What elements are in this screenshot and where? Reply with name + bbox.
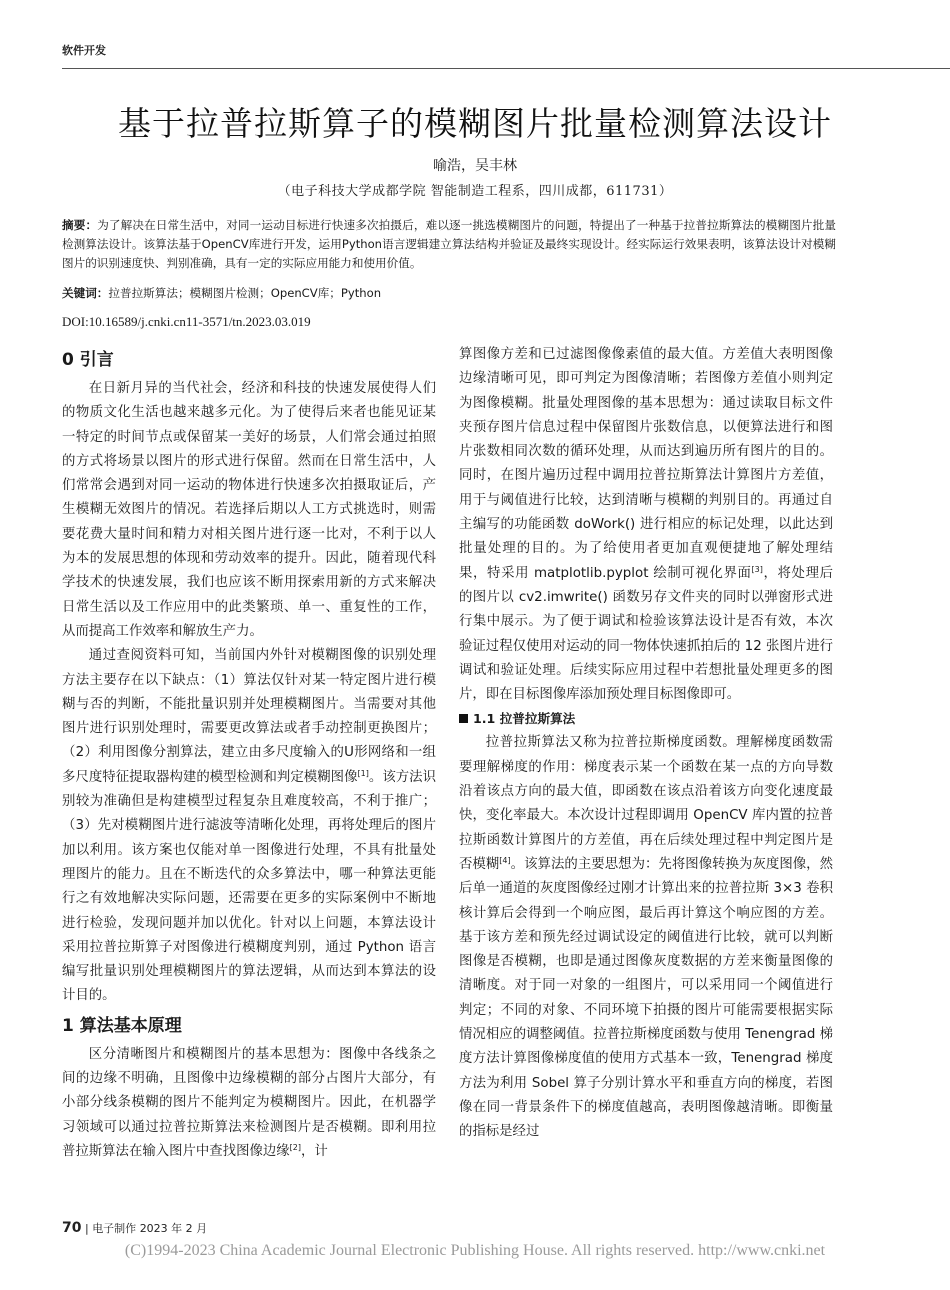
authors: 喻浩，吴丰林 bbox=[433, 158, 517, 174]
paper-title: 基于拉普拉斯算子的模糊图片批量检测算法设计 bbox=[118, 104, 832, 143]
section-heading-principle: 1 算法基本原理 bbox=[62, 1015, 182, 1036]
paragraph-text: 拉普拉斯算法又称为拉普拉斯梯度函数。理解梯度函数需要理解梯度的作用：梯度表示某一个函数在某一点的方向导数沿着该点方向的最大值，即函数在该点沿着该方向变化速度最快，变化率最大。本次设计过程即调用 OpenCV 库内置的拉普拉斯函数计算图片的方差值，再在后续处理过程中判定图片是否模糊 bbox=[459, 735, 833, 872]
subsection-heading-laplacian bbox=[459, 707, 833, 731]
keywords bbox=[62, 284, 836, 303]
section-header: 软件开发 bbox=[62, 44, 106, 57]
paragraph-text: 。该方法识别较为准确但是构建模型过程复杂且难度较高，不利于推广；（3）先对模糊图片进行滤波等清晰化处理，再将处理后的图片加以利用。该方案也仅能对单一图像进行处理，不具有批量处理图片的能力。且在不断迭代的众多算法中，哪一种算法更能行之有效地解决实际问题，还需要在更多的实际案例中不断地进行检验，发现问题并加以优化。针对以上问题，本算法设计采用拉普拉斯算子对图像进行模糊度判别，通过 Python 语言编写批量识别处理模糊图片的算法逻辑，从而达到本算法的设计目的。 bbox=[62, 769, 437, 1004]
paragraph bbox=[62, 1043, 436, 1164]
affiliation: （电子科技大学成都学院 智能制造工程系，四川成都，611731） bbox=[277, 184, 673, 199]
citation-ref[interactable]: [2] bbox=[289, 1142, 301, 1152]
paragraph-text: 。该算法的主要思想为：先将图像转换为灰度图像，然后单一通道的灰度图像经过刚才计算出来的拉普拉斯 3×3 卷积核计算后会得到一个响应图，最后再计算这个响应图的方差。基于该方差和预先经过调试设定的阈值进行比较，就可以判断图像是否模糊，也即是通过图像灰度数据的方差来衡量图像的清晰度。对于同一对象的一组图片，可以采用同一个阈值进行判定；不同的对象、不同环境下拍摄的图片可能需要根据实际情况相应的调整阈值。拉普拉斯梯度函数与使用 Tenengrad 梯度方法计算图像梯度值的使用方式基本一致，Tenengrad 梯度方法为利用 Sobel 算子分别计算水平和垂直方向的梯度，若图像在同一背景条件下的梯度值越高，表明图像越清晰。即衡量的指标是经过 bbox=[459, 856, 833, 1140]
page-number: 70 bbox=[62, 1220, 82, 1236]
paragraph bbox=[459, 343, 833, 707]
page-footer bbox=[62, 1220, 207, 1236]
citation-ref[interactable]: [4] bbox=[499, 855, 511, 865]
abstract-text: 为了解决在日常生活中，对同一运动目标进行快速多次拍摄后，难以逐一挑选模糊图片的问题，特提出了一种基于拉普拉斯算法的模糊图片批量检测算法设计。该算法基于OpenCV库进行开发，运用Python语言逻辑建立算法结构并验证及最终实现设计。经实际运行效果表明，该算法设计对模糊图片的识别速度快、判别准确，具有一定的实际应用能力和使用价值。 bbox=[62, 218, 836, 270]
paragraph-text: 通过查阅资料可知，当前国内外针对模糊图像的识别处理方法主要存在以下缺点：（1）算法仅针对某一特定图片进行模糊与否的判断，不能批量识别并处理模糊图片。当需要对其他图片进行识别处理时，需要更改算法或者手动控制更换图片；（2）利用图像分割算法，建立由多尺度输入的U形网络和一组多尺度特征提取器构建的模型检测和判定模糊图像 bbox=[62, 648, 436, 785]
issue-date: 2023 年 2 月 bbox=[139, 1222, 208, 1235]
paragraph-text: 区分清晰图片和模糊图片的基本思想为：图像中各线条之间的边缘不明确，且图像中边缘模糊的部分占图片大部分，有小部分线条模糊的图片不能判定为模糊图片。因此，在机器学习领域可以通过拉普拉斯算法来检测图片是否模糊。即利用拉普拉斯算法在输入图片中查找图像边缘 bbox=[62, 1046, 436, 1159]
section-heading-intro: 0 引言 bbox=[62, 350, 114, 370]
right-column bbox=[459, 343, 833, 1145]
citation-ref[interactable]: [1] bbox=[357, 768, 369, 778]
paragraph-text: ，计 bbox=[300, 1143, 328, 1159]
citation-ref[interactable]: [3] bbox=[751, 564, 763, 574]
abstract-label: 摘要： bbox=[62, 218, 98, 232]
square-bullet-icon bbox=[459, 714, 468, 723]
abstract bbox=[62, 216, 836, 273]
copyright-watermark: (C)1994-2023 China Academic Journal Electronic Publishing House. All rights reserved. http://www.cnki.net bbox=[124, 1242, 826, 1259]
paragraph-text: 算图像方差和已过滤图像像素值的最大值。方差值大表明图像边缘清晰可见，即可判定为图像清晰；若图像方差值小则判定为图像模糊。批量处理图像的基本思想为：通过读取目标文件夹预存图片信息过程中保留图片张数信息，以便算法进行和图片张数相同次数的循环处理，从而达到遍历所有图片的目的。同时，在图片遍历过程中调用拉普拉斯算法计算图片方差值，用于与阈值进行比较，达到清晰与模糊的判别目的。再通过自主编写的功能函数 doWork() 进行相应的标记处理，以此达到批量处理的目的。为了给使用者更加直观便捷地了解处理结果，特采用 matplotlib.pyplot 绘制可视化界面 bbox=[459, 347, 833, 581]
paragraph bbox=[459, 731, 833, 1144]
keywords-text: 拉普拉斯算法；模糊图片检测；OpenCV库；Python bbox=[108, 286, 382, 300]
left-column bbox=[62, 343, 436, 1164]
paragraph bbox=[62, 644, 436, 1008]
paragraph: 在日新月异的当代社会，经济和科技的快速发展使得人们的物质文化生活也越来越多元化。为了使得后来者也能见证某一特定的时间节点或保留某一美好的场景，人们常会通过拍照的方式将场景以图片的形式进行保留。然而在日常生活中，人们常常会遇到对同一运动的物体进行快速多次拍摄取证后，产生模糊无效图片的情况。若选择后期以人工方式挑选时，则需要花费大量时间和精力对相关图片进行逐一比对，不利于以人为本的发展思想的体现和劳动效率的提升。因此，随着现代科学技术的快速发展，我们也应该不断用探索用新的方式来解决日常生活以及工作应用中的此类繁琐、单一、重复性的工作，从而提高工作效率和解放生产力。 bbox=[62, 381, 436, 639]
footer-separator: | bbox=[84, 1222, 93, 1235]
subsection-heading-text: 1.1 拉普拉斯算法 bbox=[473, 711, 576, 727]
paragraph-text: ，将处理后的图片以 cv2.imwrite() 函数另存文件夹的同时以弹窗形式进行集中展示。为了便于调试和检验该算法设计是否有效，本次验证过程仅使用对运动的同一物体快速抓拍后的 12 张图片进行调试和验证处理。后续实际应用过程中若想批量处理更多的图片，即在目标图像库添加预处理目标图像即可。 bbox=[459, 565, 833, 703]
doi: DOI:10.16589/j.cnki.cn11-3571/tn.2023.03.019 bbox=[62, 314, 311, 329]
keywords-label: 关键词： bbox=[62, 286, 109, 300]
journal-name: 电子制作 bbox=[92, 1222, 137, 1235]
header-divider bbox=[62, 68, 950, 69]
